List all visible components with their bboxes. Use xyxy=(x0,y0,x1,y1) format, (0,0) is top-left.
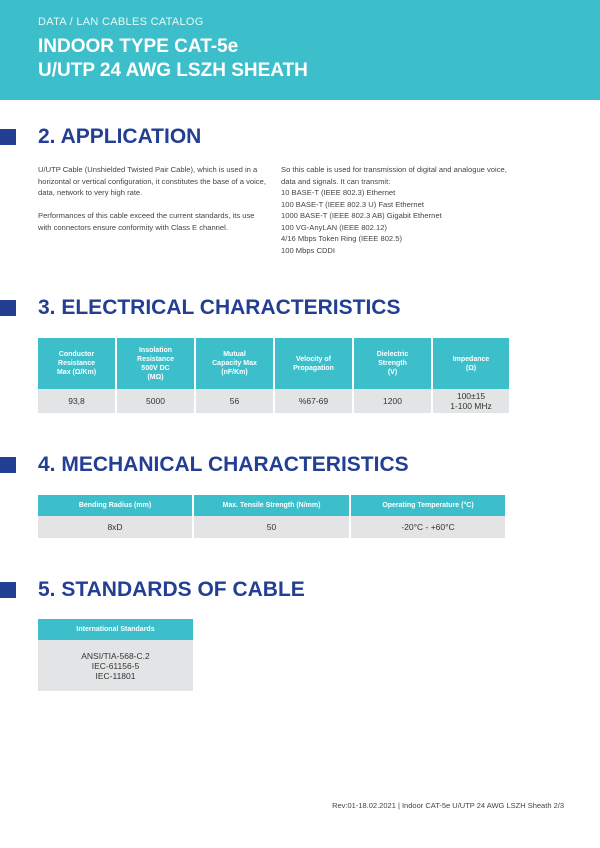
electrical-header-cell xyxy=(38,338,115,389)
application-left-text xyxy=(38,164,270,245)
title-line-2: U/UTP 24 AWG LSZH SHEATH xyxy=(38,60,308,81)
electrical-header-row xyxy=(38,338,509,389)
electrical-value-cell: 56 xyxy=(196,389,273,413)
header-line: Capacity Max xyxy=(212,360,257,367)
electrical-value-cell: 1200 xyxy=(354,389,431,413)
electrical-value-cell: 93,8 xyxy=(38,389,115,413)
header-line: Conductor xyxy=(58,351,95,358)
header-line: Resistance xyxy=(137,355,174,363)
mechanical-header-cell: Max. Tensile Strength (N/mm) xyxy=(194,495,349,516)
section-marker-application xyxy=(0,129,16,145)
header-line: (MΩ) xyxy=(147,373,164,381)
mechanical-header-row xyxy=(38,495,505,516)
impedance-value: 100±15 xyxy=(456,391,486,401)
title-line-1: INDOOR TYPE CAT-5e xyxy=(38,36,239,57)
header-line: Propagation xyxy=(293,364,334,372)
standards-table xyxy=(36,619,195,691)
standards-header-cell: International Standards xyxy=(38,619,193,640)
mechanical-value-row xyxy=(38,516,505,538)
electrical-header-cell xyxy=(354,338,431,389)
application-intro: So this cable is used for transmission of digital and analogue voice, data and signals. It can transmit: xyxy=(281,165,507,186)
header-line: Insolation xyxy=(138,346,173,354)
mechanical-value-cell: 50 xyxy=(194,516,349,538)
electrical-table xyxy=(36,338,511,413)
header-line: Impedance xyxy=(452,355,490,363)
mechanical-header-cell: Bending Radius (mm) xyxy=(38,495,192,516)
electrical-header-cell xyxy=(117,338,194,389)
electrical-value-cell: %67-69 xyxy=(275,389,352,413)
header-line: 500V DC xyxy=(141,364,170,372)
application-list-item: 100 VG-AnyLAN (IEEE 802.12) xyxy=(281,222,387,232)
application-list-item: 10 BASE-T (IEEE 802.3) Ethernet xyxy=(281,188,396,197)
header-banner xyxy=(0,0,600,100)
application-paragraph-1: U/UTP Cable (Unshielded Twisted Pair Cable), which is used in a horizontal or vertical configuration, it constitutes the base of a voice, data, network to very high rate. xyxy=(38,165,266,197)
electrical-header-cell xyxy=(275,338,352,389)
section-title-standards: 5. STANDARDS OF CABLE xyxy=(38,578,305,601)
header-line: Velocity of xyxy=(295,355,331,363)
electrical-header-cell xyxy=(433,338,509,389)
header-line: Strength xyxy=(378,360,407,367)
header-line: Dielectric xyxy=(376,351,409,358)
page-title xyxy=(38,35,308,83)
section-title-electrical: 3. ELECTRICAL CHARACTERISTICS xyxy=(38,296,401,319)
impedance-range: 1-100 MHz xyxy=(450,401,492,411)
mechanical-table xyxy=(36,495,507,538)
standards-value-cell xyxy=(38,640,193,691)
header-line: Max (Ω/Km) xyxy=(56,369,97,376)
standard-item: IEC-61156-5 xyxy=(91,660,140,671)
header-line: (Ω) xyxy=(465,364,477,372)
section-title-application: 2. APPLICATION xyxy=(38,125,202,148)
electrical-value-cell xyxy=(433,389,509,413)
application-list-item: 100 Mbps CDDI xyxy=(281,245,336,255)
section-marker-electrical xyxy=(0,300,16,316)
application-paragraph-2: Performances of this cable exceed the current standards, its use with connectors ensure conformity with Class E channel. xyxy=(38,211,255,232)
catalog-label: DATA / LAN CABLES CATALOG xyxy=(38,16,204,28)
application-right-text xyxy=(281,164,511,256)
section-marker-standards xyxy=(0,582,16,598)
application-list-item: 100 BASE-T (IEEE 802.3 U) Fast Ethernet xyxy=(281,199,424,209)
application-list-item: 1000 BASE-T (IEEE 802.3 AB) Gigabit Ethernet xyxy=(281,211,442,220)
mechanical-value-cell: -20°C - +60°C xyxy=(351,516,505,538)
mechanical-value-cell: 8xD xyxy=(38,516,192,538)
section-marker-mechanical xyxy=(0,457,16,473)
standards-header-row xyxy=(38,619,193,640)
section-title-mechanical: 4. MECHANICAL CHARACTERISTICS xyxy=(38,453,409,476)
header-line: Mutual xyxy=(223,351,246,358)
header-line: Resistance xyxy=(58,360,95,367)
standard-item: IEC-11801 xyxy=(95,670,136,681)
electrical-value-cell: 5000 xyxy=(117,389,194,413)
header-line: (V) xyxy=(387,369,398,376)
standard-item: ANSI/TIA-568-C.2 xyxy=(81,650,150,661)
mechanical-header-cell: Operating Temperature (°C) xyxy=(351,495,505,516)
application-list-item: 4/16 Mbps Token Ring (IEEE 802.5) xyxy=(281,234,403,243)
standards-value-row xyxy=(38,640,193,691)
footer-revision: Rev:01-18.02.2021 | Indoor CAT-5e U/UTP 24 AWG LSZH Sheath 2/3 xyxy=(332,801,564,810)
header-line: (nF/Km) xyxy=(221,369,248,376)
electrical-header-cell xyxy=(196,338,273,389)
electrical-value-row xyxy=(38,389,509,413)
